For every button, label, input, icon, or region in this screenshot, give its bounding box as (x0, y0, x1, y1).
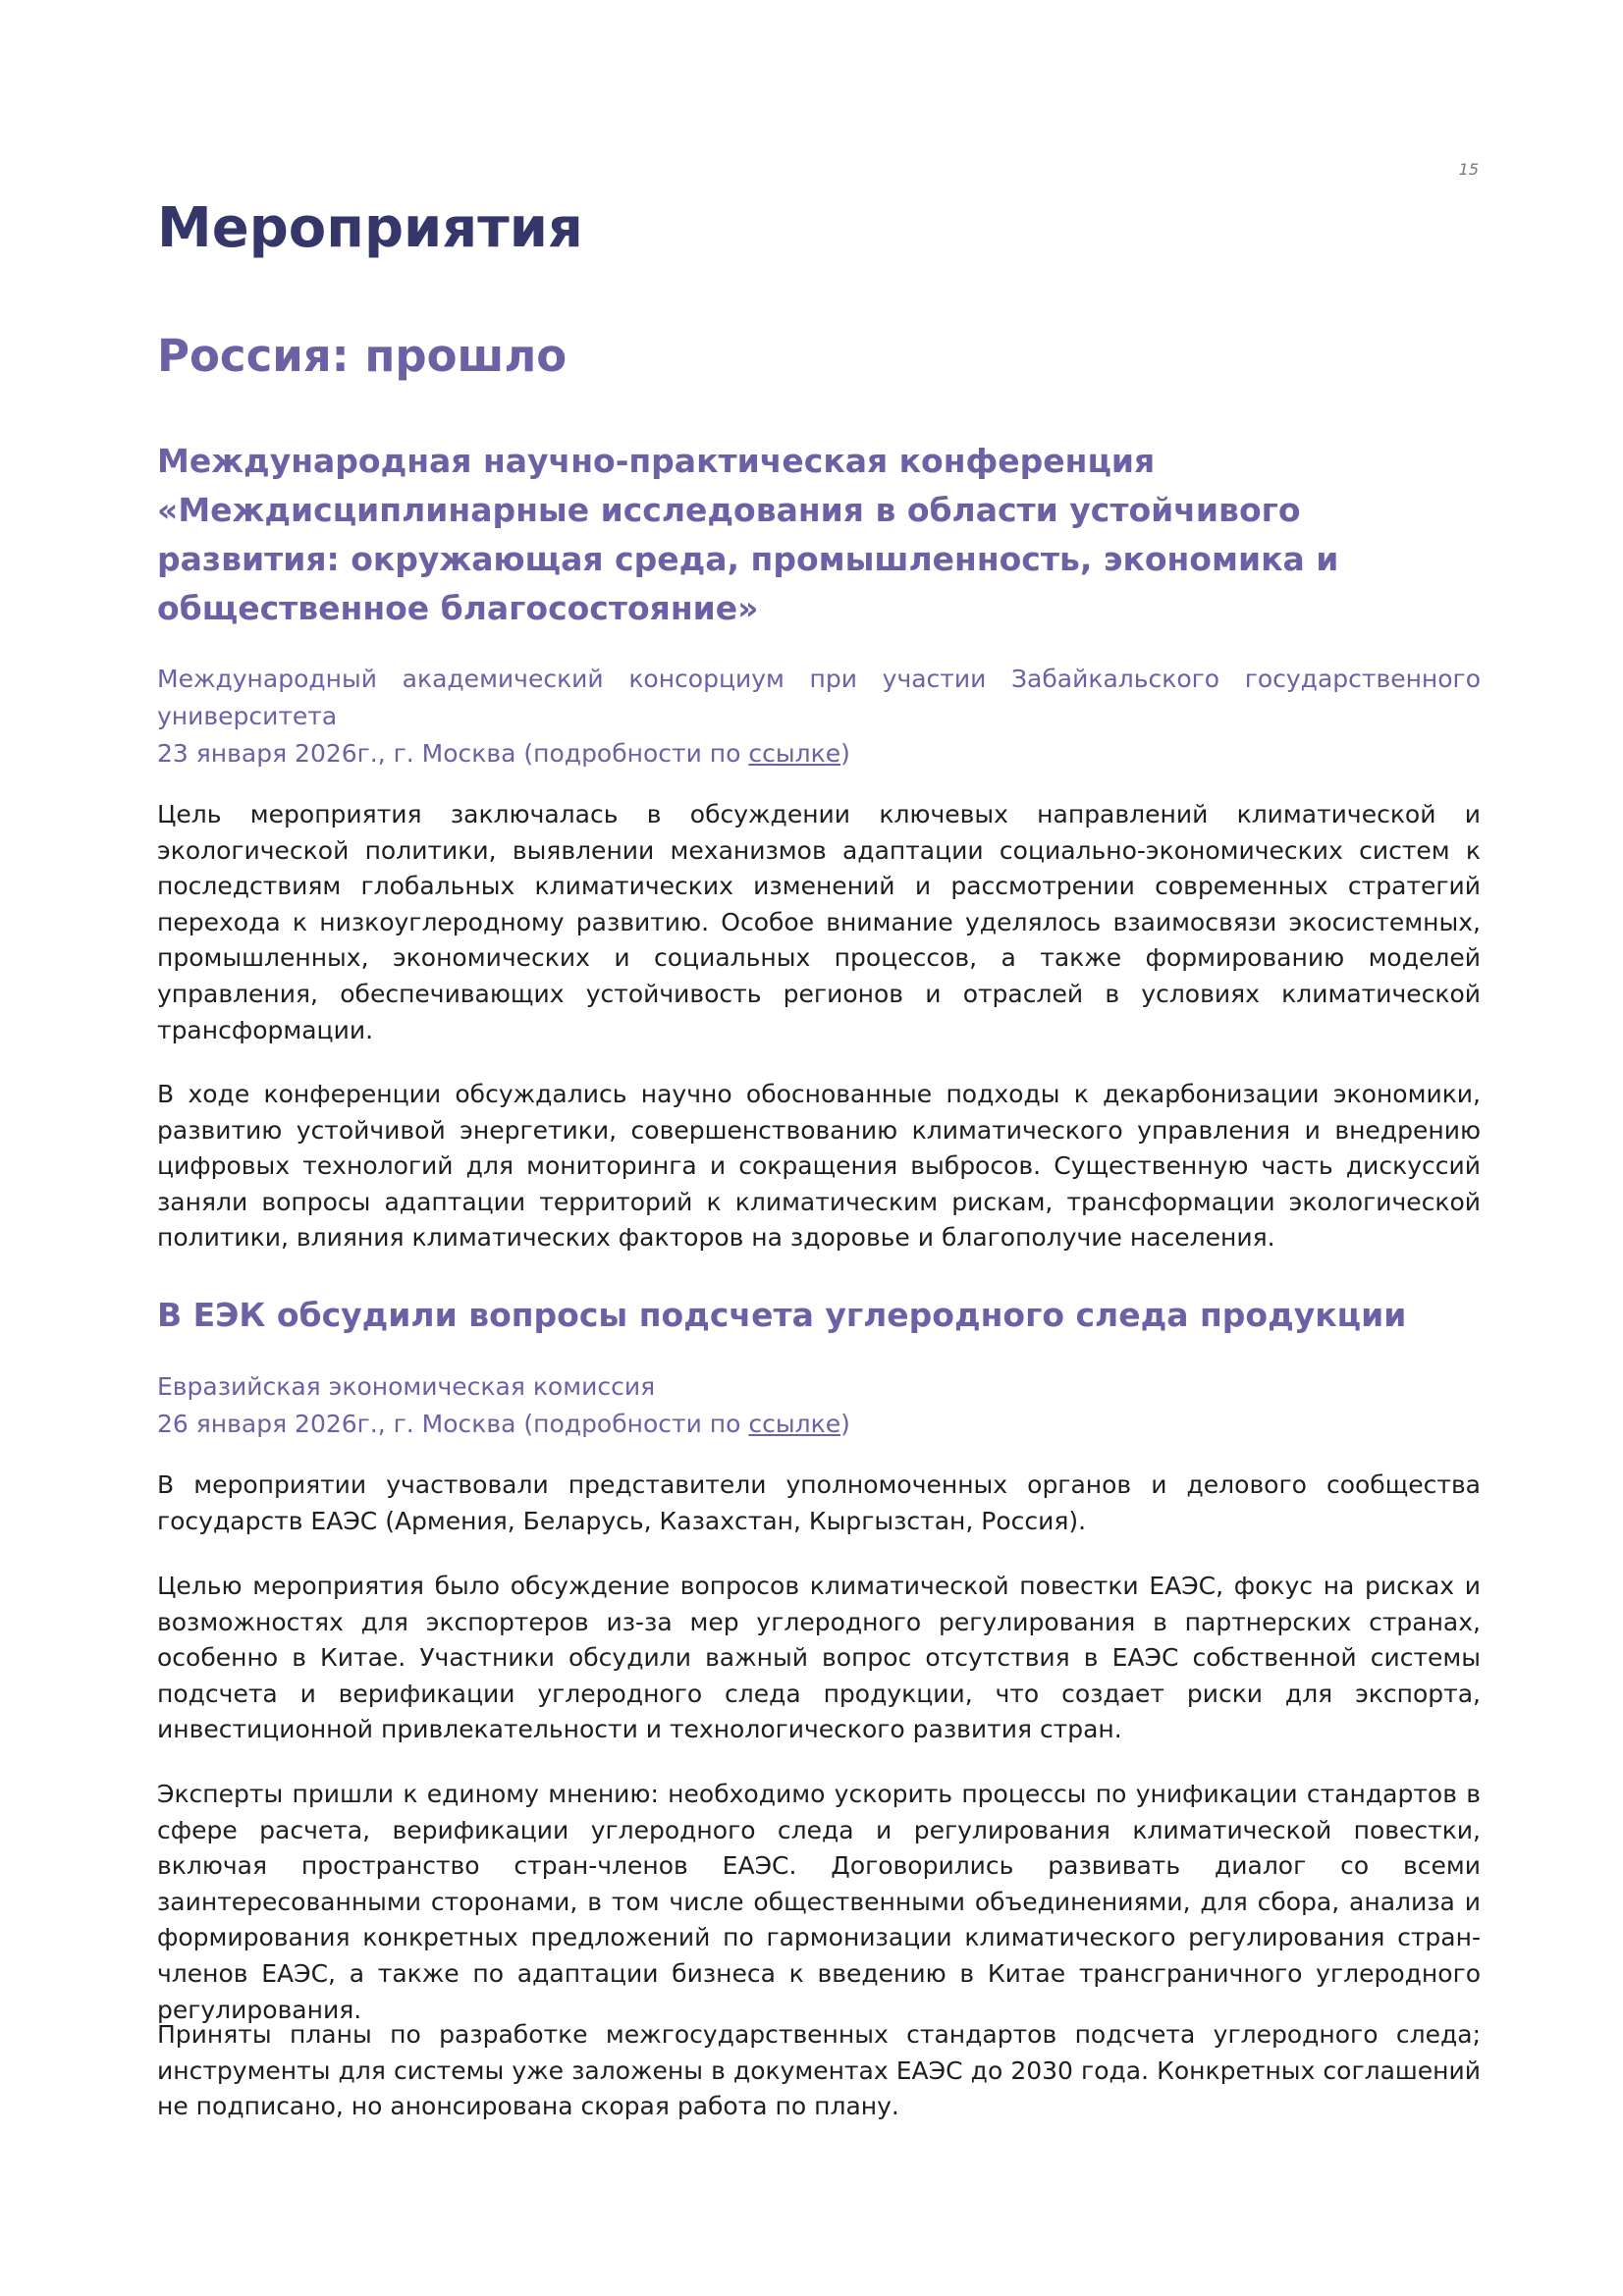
event-meta (157, 1368, 1481, 1443)
event-date-text: 23 января 2026г., г. Москва (подробности по (157, 739, 749, 768)
event-meta (157, 661, 1481, 773)
event-date-text: 26 января 2026г., г. Москва (подробности по (157, 1410, 749, 1438)
body-paragraph: Эксперты пришли к единому мнению: необходимо ускорить процессы по унификации стандартов в сфере расчета, верификации углеродного следа и регулирования климатической повестки, включая пространство стран-членов ЕАЭС. Договорились развивать диалог со всеми заинтересованными сторонами, в том числе общественными объединениями, для сбора, анализа и формирования конкретных предложений по гармонизации климатического регулирования стран-членов ЕАЭС, а также по адаптации бизнеса к введению в Китае трансграничного углеродного регулирования. (157, 1780, 1481, 2024)
body-paragraph: В мероприятии участвовали представители уполномоченных органов и делового сообщества государств ЕАЭС (Армения, Беларусь, Казахстан, Кыргызстан, Россия). (157, 1470, 1481, 1535)
event-date-location (157, 735, 1481, 773)
event-organizer: Евразийская экономическая комиссия (157, 1372, 656, 1401)
event-date-suffix: ) (840, 739, 850, 768)
section-title: Россия: прошло (157, 330, 568, 382)
event-title: В ЕЭК обсудили вопросы подсчета углеродного следа продукции (157, 1296, 1407, 1334)
event-organizer: Международный академический консорциум при участии Забайкальского государственного (157, 665, 1481, 693)
event-date-location (157, 1406, 1481, 1443)
details-link[interactable]: ссылке (748, 1410, 841, 1438)
body-paragraph: Целью мероприятия было обсуждение вопросов климатической повестки ЕАЭС, фокус на рисках и возможностях для экспортеров из-за мер углеродного регулирования в партнерских странах, особенно в Китае. Участники обсудили важный вопрос отсутствия в ЕАЭС собственной системы подсчета и верификации углеродного следа продукции, что создает риски для экспорта, инвестиционной привлекательности и технологического развития стран. (157, 1572, 1481, 1744)
page-title: Мероприятия (157, 196, 583, 260)
page-number: 15 (1458, 160, 1479, 179)
event-title: Международная научно-практическая конференция «Междисциплинарные исследования в области устойчивого развития: окружающая среда, промышленность, экономика и общественное благосостояние» (157, 442, 1339, 627)
event-organizer-continued: университета (157, 702, 338, 730)
body-paragraph: В ходе конференции обсуждались научно обоснованные подходы к декарбонизации экономики, развитию устойчивой энергетики, совершенствованию климатического управления и внедрению цифровых технологий для мониторинга и сокращения выбросов. Существенную часть дискуссий заняли вопросы адаптации территорий к климатическим рискам, трансформации экологической политики, влияния климатических факторов на здоровье и благополучие населения. (157, 1080, 1481, 1253)
body-paragraph: Приняты планы по разработке межгосударственных стандартов подсчета углеродного следа; инструменты для системы уже заложены в документах ЕАЭС до 2030 года. Конкретных соглашений не подписано, но анонсирована скорая работа по плану. (157, 2020, 1481, 2121)
event-date-suffix: ) (840, 1410, 850, 1438)
body-paragraph: Цель мероприятия заключалась в обсуждении ключевых направлений климатической и экологической политики, выявлении механизмов адаптации социально-экономических систем к последствиям глобальных климатических изменений и рассмотрении современных стратегий перехода к низкоуглеродному развитию. Особое внимание уделялось взаимосвязи экосистемных, промышленных, экономических и социальных процессов, а также формированию моделей управления, обеспечивающих устойчивость регионов и отраслей в условиях климатической трансформации. (157, 800, 1481, 1044)
details-link[interactable]: ссылке (748, 739, 841, 768)
